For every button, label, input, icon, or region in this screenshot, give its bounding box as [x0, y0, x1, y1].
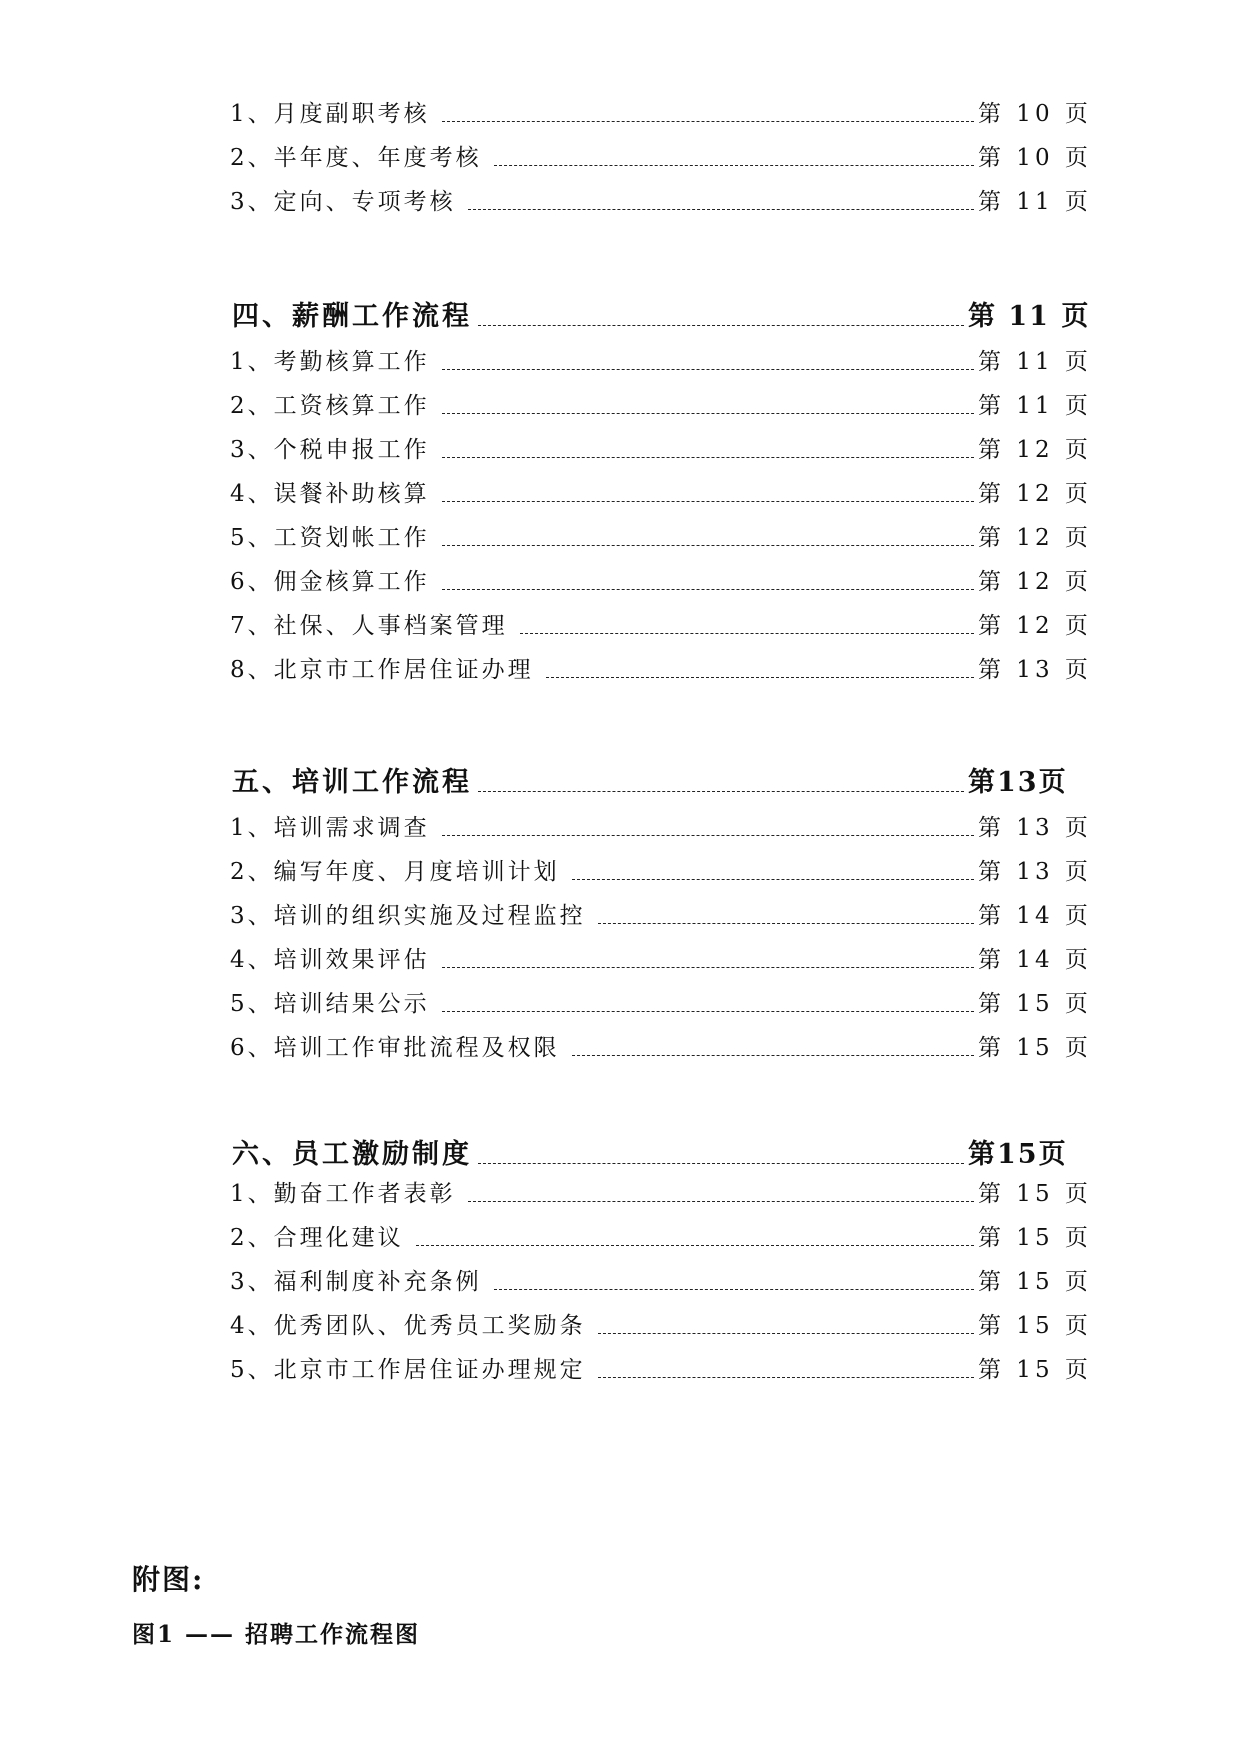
toc-entry-page: 第 15 页: [978, 991, 1092, 1017]
dot-leader: [572, 1055, 974, 1056]
toc-entry-page: 第 15 页: [978, 1225, 1092, 1251]
toc-entry-label: 6、佣金核算工作: [230, 569, 430, 595]
dot-leader: [442, 369, 974, 370]
toc-section-page: 第15页: [968, 1139, 1068, 1170]
toc-entry[interactable]: [230, 554, 1092, 595]
toc-entry-page: 第 11 页: [978, 189, 1092, 215]
toc-entry-page: 第 13 页: [978, 859, 1092, 885]
dot-leader: [520, 633, 974, 634]
toc-entry[interactable]: [230, 1254, 1092, 1295]
toc-entry-page: 第 11 页: [978, 393, 1092, 419]
toc-entry[interactable]: [230, 510, 1092, 551]
toc-entry-label: 3、福利制度补充条例: [230, 1269, 482, 1295]
dot-leader: [494, 165, 974, 166]
toc-section-title: 四、薪酬工作流程: [232, 301, 472, 332]
toc-entry[interactable]: [230, 422, 1092, 463]
toc-entry-page: 第 15 页: [978, 1035, 1092, 1061]
toc-entry[interactable]: [230, 642, 1092, 683]
toc-entry-label: 5、培训结果公示: [230, 991, 430, 1017]
toc-section-heading[interactable]: [232, 752, 1084, 796]
toc-entry[interactable]: [230, 334, 1092, 375]
toc-entry-label: 6、培训工作审批流程及权限: [230, 1035, 560, 1061]
toc-entry-page: 第 10 页: [978, 145, 1092, 171]
toc-entry[interactable]: [230, 932, 1092, 973]
toc-section-page: 第13页: [968, 767, 1068, 798]
toc-entry-label: 5、北京市工作居住证办理规定: [230, 1357, 586, 1383]
toc-entry-label: 3、培训的组织实施及过程监控: [230, 903, 586, 929]
toc-entry-label: 3、个税申报工作: [230, 437, 430, 463]
toc-entry-page: 第 12 页: [978, 569, 1092, 595]
dot-leader: [442, 1011, 974, 1012]
dot-leader: [416, 1245, 974, 1246]
dot-leader: [468, 209, 974, 210]
toc-entry-label: 2、半年度、年度考核: [230, 145, 482, 171]
toc-entry-label: 1、培训需求调查: [230, 815, 430, 841]
dot-leader: [442, 967, 974, 968]
toc-entry-page: 第 12 页: [978, 525, 1092, 551]
figure-caption: 图1 —— 招聘工作流程图: [132, 1621, 421, 1648]
toc-section-title: 六、员工激励制度: [232, 1139, 472, 1170]
toc-entry-label: 1、月度副职考核: [230, 101, 430, 127]
toc-entry-page: 第 14 页: [978, 903, 1092, 929]
dot-leader: [442, 545, 974, 546]
toc-entry[interactable]: [230, 1166, 1092, 1207]
toc-entry-label: 4、优秀团队、优秀员工奖励条: [230, 1313, 586, 1339]
toc-entry-label: 7、社保、人事档案管理: [230, 613, 508, 639]
toc-entry-label: 1、勤奋工作者表彰: [230, 1181, 456, 1207]
dot-leader: [478, 325, 964, 326]
dot-leader: [468, 1201, 974, 1202]
toc-entry[interactable]: [230, 1020, 1092, 1061]
toc-entry-label: 3、定向、专项考核: [230, 189, 456, 215]
dot-leader: [478, 791, 964, 792]
toc-entry-page: 第 15 页: [978, 1357, 1092, 1383]
toc-entry[interactable]: [230, 86, 1092, 127]
toc-entry[interactable]: [230, 174, 1092, 215]
dot-leader: [478, 1163, 964, 1164]
toc-section-heading[interactable]: [232, 1124, 1084, 1168]
dot-leader: [546, 677, 974, 678]
dot-leader: [598, 1377, 974, 1378]
toc-entry[interactable]: [230, 800, 1092, 841]
toc-entry-page: 第 12 页: [978, 613, 1092, 639]
toc-entry-page: 第 15 页: [978, 1269, 1092, 1295]
toc-entry[interactable]: [230, 466, 1092, 507]
toc-entry[interactable]: [230, 1210, 1092, 1251]
toc-entry[interactable]: [230, 844, 1092, 885]
toc-entry-label: 1、考勤核算工作: [230, 349, 430, 375]
toc-entry-label: 5、工资划帐工作: [230, 525, 430, 551]
toc-entry-page: 第 14 页: [978, 947, 1092, 973]
toc-entry-label: 2、合理化建议: [230, 1225, 404, 1251]
toc-entry[interactable]: [230, 1342, 1092, 1383]
toc-entry-page: 第 12 页: [978, 481, 1092, 507]
toc-entry[interactable]: [230, 598, 1092, 639]
toc-entry-label: 8、北京市工作居住证办理: [230, 657, 534, 683]
dot-leader: [442, 413, 974, 414]
toc-entry-page: 第 11 页: [978, 349, 1092, 375]
dot-leader: [442, 501, 974, 502]
dot-leader: [442, 835, 974, 836]
toc-entry[interactable]: [230, 130, 1092, 171]
toc-entry-page: 第 15 页: [978, 1181, 1092, 1207]
toc-entry-label: 2、编写年度、月度培训计划: [230, 859, 560, 885]
toc-entry-page: 第 13 页: [978, 657, 1092, 683]
toc-entry-page: 第 12 页: [978, 437, 1092, 463]
dot-leader: [572, 879, 974, 880]
toc-entry-page: 第 15 页: [978, 1313, 1092, 1339]
toc-entry[interactable]: [230, 1298, 1092, 1339]
appendix-title: 附图:: [132, 1563, 205, 1596]
dot-leader: [442, 121, 974, 122]
toc-entry-label: 4、培训效果评估: [230, 947, 430, 973]
toc-section-page: 第 11 页: [968, 301, 1091, 332]
dot-leader: [442, 589, 974, 590]
toc-entry-label: 4、误餐补助核算: [230, 481, 430, 507]
toc-entry[interactable]: [230, 888, 1092, 929]
toc-section-title: 五、培训工作流程: [232, 767, 472, 798]
dot-leader: [494, 1289, 974, 1290]
toc-section-heading[interactable]: [232, 286, 1091, 332]
toc-entry-label: 2、工资核算工作: [230, 393, 430, 419]
dot-leader: [442, 457, 974, 458]
toc-entry[interactable]: [230, 378, 1092, 419]
toc-entry-page: 第 13 页: [978, 815, 1092, 841]
toc-entry-page: 第 10 页: [978, 101, 1092, 127]
dot-leader: [598, 923, 974, 924]
dot-leader: [598, 1333, 974, 1334]
toc-entry[interactable]: [230, 976, 1092, 1017]
